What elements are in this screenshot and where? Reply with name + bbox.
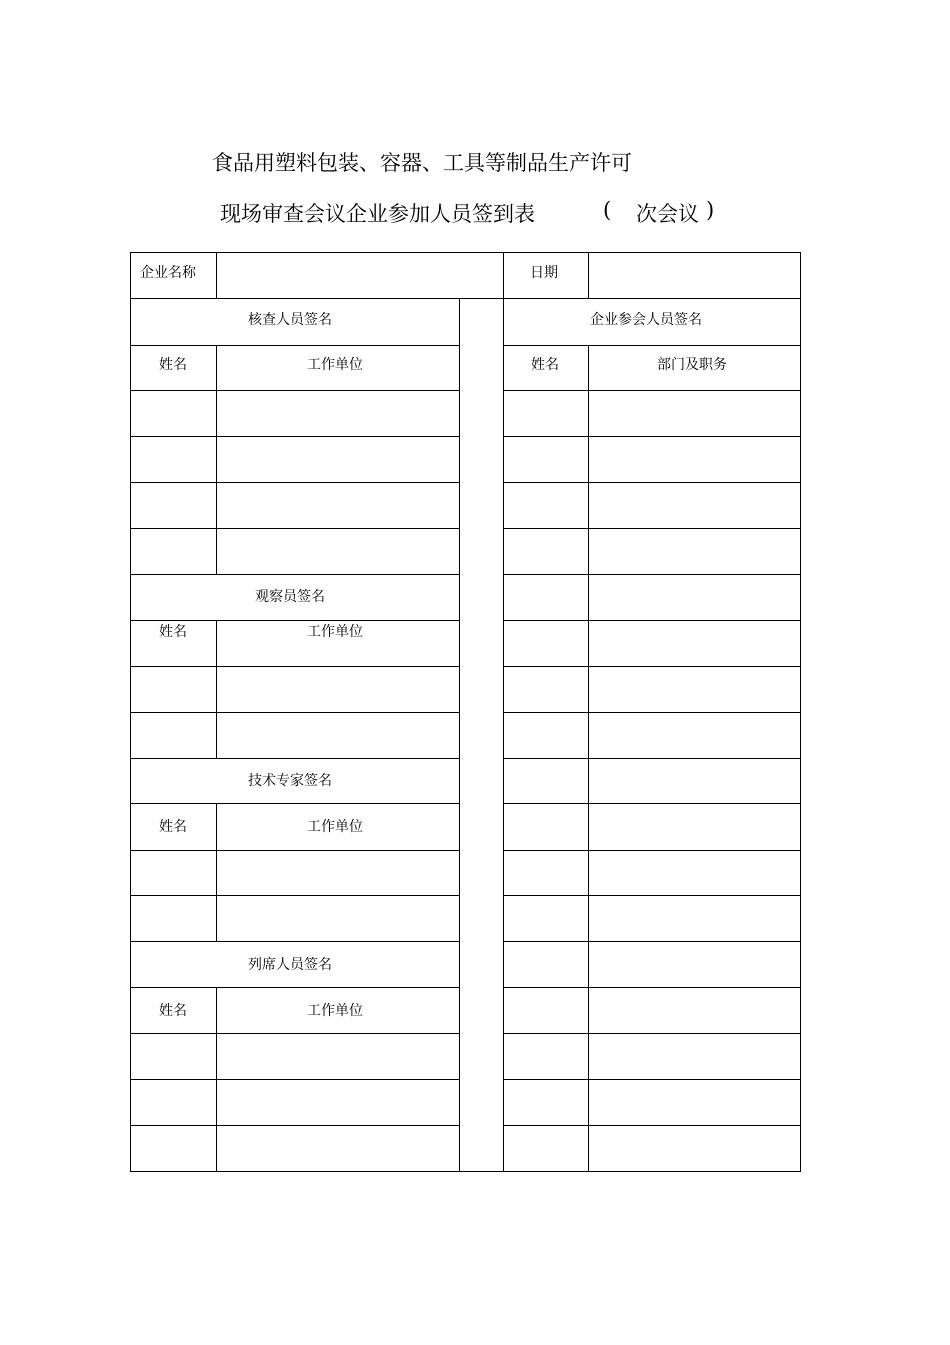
inspector-name-col: 姓名 [159,357,187,373]
grid-line [216,1033,217,1079]
expert-header: 技术专家签名 [248,773,332,789]
grid-line [130,987,459,988]
table-border-right [800,252,801,1172]
attendee-header: 列席人员签名 [248,957,332,973]
grid-line [130,482,459,483]
grid-line [216,252,217,298]
table-border-bottom [130,1171,801,1172]
grid-line [503,252,504,298]
grid-line [130,528,459,529]
grid-line [503,987,800,988]
grid-line [503,666,800,667]
grid-line [130,574,459,575]
grid-line [216,1079,217,1125]
grid-line [459,298,460,1172]
company-name-col: 姓名 [531,357,559,373]
inspector-header: 核查人员签名 [248,312,332,328]
grid-line [503,436,800,437]
grid-line [503,758,800,759]
session-paren-close: ) [706,198,715,222]
grid-line [216,1125,217,1171]
grid-line [216,895,217,941]
grid-line [130,1033,459,1034]
grid-line [503,1033,800,1034]
grid-line [130,712,459,713]
grid-line [503,803,800,804]
grid-line [216,528,217,574]
session-label: 次会议 [636,202,699,226]
observer-name-col: 姓名 [159,624,187,640]
grid-line [216,345,217,390]
grid-line [130,941,459,942]
grid-line [130,436,459,437]
grid-line [130,895,459,896]
company-name-label: 企业名称 [140,265,196,281]
table-border-top [130,252,801,253]
observer-header: 观察员签名 [255,589,325,605]
grid-line [130,758,459,759]
grid-line [130,850,459,851]
document-title-line1: 食品用塑料包装、容器、工具等制品生产许可 [212,151,632,175]
grid-line [503,941,800,942]
grid-line [130,666,459,667]
grid-line [130,620,459,621]
inspector-unit-col: 工作单位 [307,357,363,373]
company-attendee-header: 企业参会人员签名 [590,312,702,328]
grid-line [216,987,217,1033]
grid-line [503,345,800,346]
grid-line [130,390,459,391]
document-title-line2: 现场审查会议企业参加人员签到表 [220,202,535,226]
observer-unit-col: 工作单位 [307,624,363,640]
expert-name-col: 姓名 [159,819,187,835]
attendee-name-col: 姓名 [159,1003,187,1019]
expert-unit-col: 工作单位 [307,819,363,835]
grid-line [503,298,504,1172]
grid-line [503,850,800,851]
grid-line [503,895,800,896]
grid-line [216,803,217,850]
grid-line [503,712,800,713]
grid-line [503,620,800,621]
grid-line [130,345,459,346]
grid-line [216,620,217,666]
grid-line [130,1079,459,1080]
grid-line [503,482,800,483]
grid-line [503,1125,800,1126]
grid-line [503,528,800,529]
session-paren-open: ( [603,198,612,222]
grid-line [216,850,217,895]
grid-line [216,390,217,436]
grid-line [216,666,217,712]
grid-line [588,252,589,298]
grid-line [503,1079,800,1080]
grid-line [216,482,217,528]
grid-line [130,1125,459,1126]
grid-line [216,712,217,758]
grid-line [216,436,217,482]
company-dept-col: 部门及职务 [657,357,727,373]
grid-line [503,574,800,575]
date-label: 日期 [530,265,558,281]
grid-line [130,803,459,804]
attendee-unit-col: 工作单位 [307,1003,363,1019]
grid-line [130,298,801,299]
grid-line [503,390,800,391]
